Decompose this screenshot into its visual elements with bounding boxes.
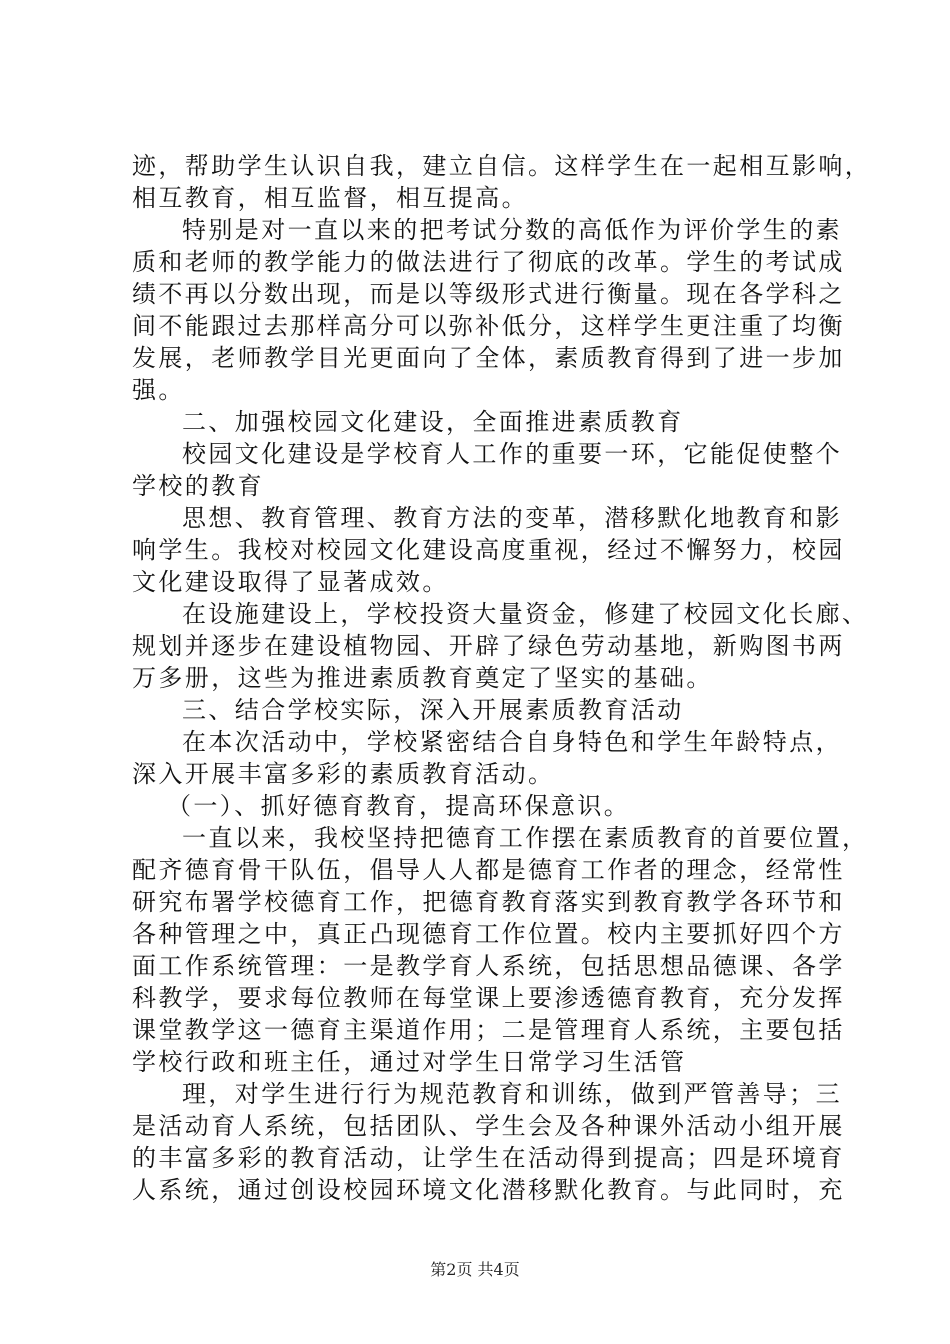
text-line: 的丰富多彩的教育活动，让学生在活动得到提高；四是环境育 <box>132 1144 845 1172</box>
text-line: 相互教育，相互监督，相互提高。 <box>132 184 528 212</box>
text-line: 校园文化建设是学校育人工作的重要一环，它能促使整个 <box>182 440 842 468</box>
text-line: 文化建设取得了显著成效。 <box>132 568 449 596</box>
text-line: 配齐德育骨干队伍，倡导人人都是德育工作者的理念，经常性 <box>132 856 845 884</box>
document-body <box>132 150 872 1206</box>
text-line: 各种管理之中，真正凸现德育工作位置。校内主要抓好四个方 <box>132 920 845 948</box>
text-line: 课堂教学这一德育主渠道作用；二是管理育人系统，主要包括 <box>132 1016 845 1044</box>
text-line: 人系统，通过创设校园环境文化潜移默化教育。与此同时，充 <box>132 1176 845 1204</box>
text-line: 特别是对一直以来的把考试分数的高低作为评价学生的素 <box>182 216 842 244</box>
text-line: 质和老师的教学能力的做法进行了彻底的改革。学生的考试成 <box>132 248 845 276</box>
text-line: 规划并逐步在建设植物园、开辟了绿色劳动基地，新购图书两 <box>132 632 845 660</box>
text-line: 在设施建设上，学校投资大量资金，修建了校园文化长廊、 <box>182 600 869 628</box>
text-line: 是活动育人系统，包括团队、学生会及各种课外活动小组开展 <box>132 1112 845 1140</box>
text-line: 思想、教育管理、教育方法的变革，潜移默化地教育和影 <box>182 504 842 532</box>
text-line: 学校的教育 <box>132 472 264 500</box>
page-footer: 第2页 共4页 <box>430 1260 520 1279</box>
text-line: 一直以来，我校坚持把德育工作摆在素质教育的首要位置， <box>182 824 869 852</box>
text-line: 在本次活动中，学校紧密结合自身特色和学生年龄特点， <box>182 728 842 756</box>
text-line: 绩不再以分数出现，而是以等级形式进行衡量。现在各学科之 <box>132 280 845 308</box>
text-line: 科教学，要求每位教师在每堂课上要渗透德育教育，充分发挥 <box>132 984 845 1012</box>
text-line: 万多册，这些为推进素质教育奠定了坚实的基础。 <box>132 664 713 692</box>
text-line: 强。 <box>132 376 185 404</box>
text-line: 响学生。我校对校园文化建设高度重视，经过不懈努力，校园 <box>132 536 845 564</box>
section-heading: 三、结合学校实际，深入开展素质教育活动 <box>182 696 684 724</box>
text-line: 学校行政和班主任，通过对学生日常学习生活管 <box>132 1048 687 1076</box>
text-line: 面工作系统管理：一是教学育人系统，包括思想品德课、各学 <box>132 952 845 980</box>
text-line: 间不能跟过去那样高分可以弥补低分，这样学生更注重了均衡 <box>132 312 845 340</box>
section-heading: 二、加强校园文化建设，全面推进素质教育 <box>182 408 684 436</box>
text-line: 研究布署学校德育工作，把德育教育落实到教育教学各环节和 <box>132 888 845 916</box>
section-heading: （一）、抓好德育教育，提高环保意识。 <box>167 792 631 820</box>
text-line: 迹，帮助学生认识自我，建立自信。这样学生在一起相互影响， <box>132 152 872 180</box>
text-line: 深入开展丰富多彩的素质教育活动。 <box>132 760 555 788</box>
text-line: 发展，老师教学目光更面向了全体，素质教育得到了进一步加 <box>132 344 845 372</box>
text-line: 理，对学生进行行为规范教育和训练，做到严管善导；三 <box>182 1080 842 1108</box>
